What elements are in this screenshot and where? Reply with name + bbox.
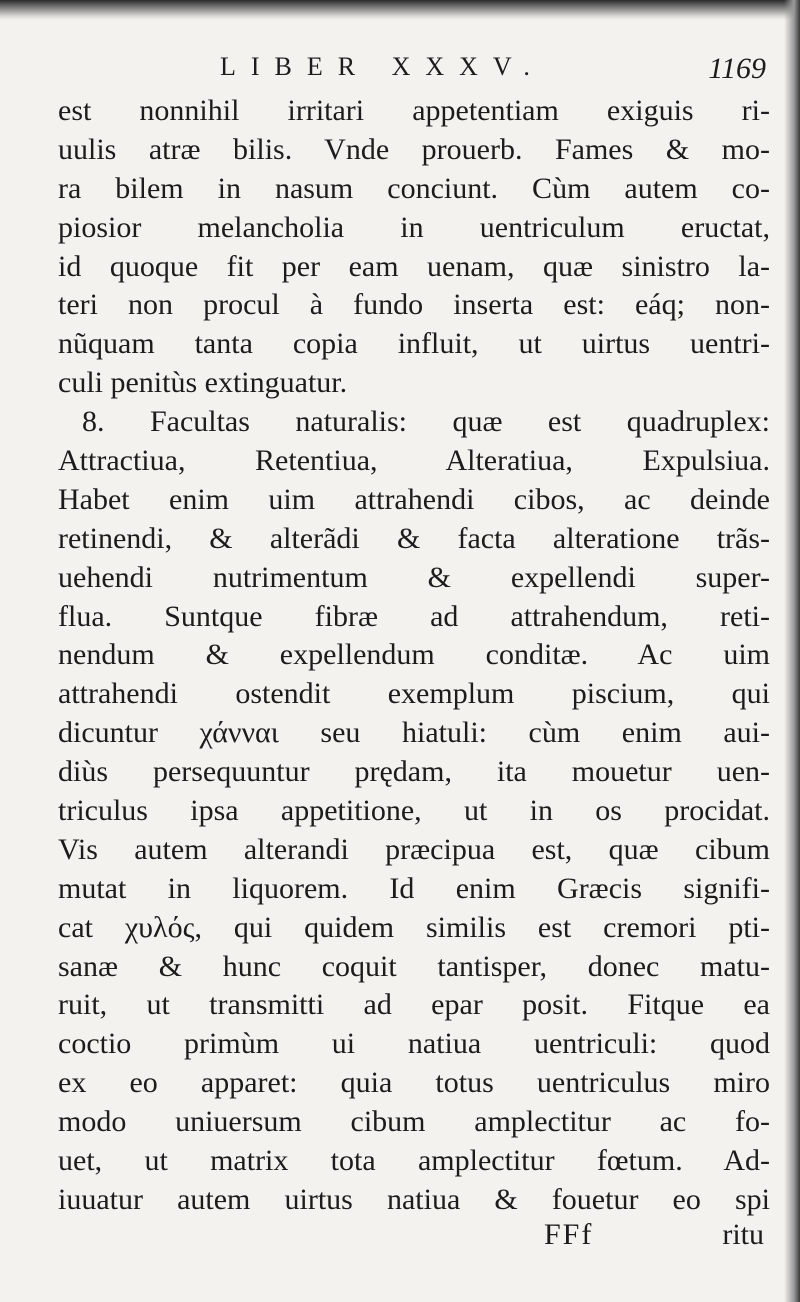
text-line: nendum & expellendum conditæ. Ac uim	[58, 638, 770, 672]
text-line: attrahendi ostendit exemplum piscium, qui	[58, 677, 770, 711]
text-line: ex eo apparet: quia totus uentriculus miro	[58, 1066, 770, 1100]
text-line: id quoque fit per eam uenam, quæ sinistro la-	[58, 249, 770, 283]
text-line: coctio primùm ui natiua uentriculi: quod	[58, 1027, 770, 1061]
text-line: Habet enim uim attrahendi cibos, ac deinde	[58, 482, 770, 516]
text-line: uehendi nutrimentum & expellendi super-	[58, 560, 770, 594]
text-line: teri non procul à fundo inserta est: eáq; non-	[58, 288, 770, 322]
text-line: diùs persequuntur prędam, ita mouetur uen-	[58, 755, 770, 789]
text-line: dicuntur χάνναι seu hiatuli: cùm enim aui-	[58, 716, 770, 750]
text-line: uet, ut matrix tota amplectitur fœtum. Ad-	[58, 1144, 770, 1178]
scan-edge-right	[784, 0, 800, 1302]
text-line: triculus ipsa appetitione, ut in os procidat.	[58, 794, 770, 828]
text-line: Attractiua, Retentiua, Alteratiua, Expulsiua.	[58, 444, 770, 478]
running-title: LIBER XXXV.	[220, 52, 545, 81]
text-line: Vis autem alterandi præcipua est, quæ cibum	[58, 832, 770, 866]
text-line: nũquam tanta copia influit, ut uirtus uentri-	[58, 327, 770, 361]
scan-edge-top	[0, 0, 800, 20]
text-line: cat χυλός, qui quidem similis est cremori pti-	[58, 910, 770, 944]
running-head	[58, 52, 770, 92]
text-line: est nonnihil irritari appetentiam exiguis ri-	[58, 94, 770, 127]
text-line: ruit, ut transmitti ad epar posit. Fitque ea	[58, 988, 770, 1022]
page-footer	[58, 1218, 770, 1258]
text-line: sanæ & hunc coquit tantisper, donec matu-	[58, 949, 770, 983]
text-line: ra bilem in nasum conciunt. Cùm autem co-	[58, 171, 770, 205]
text-line: piosior melancholia in uentriculum eructat,	[58, 210, 770, 244]
text-line: flua. Suntque fibræ ad attrahendum, reti-	[58, 599, 770, 633]
book-page	[58, 44, 770, 1284]
signature-mark: FFf	[544, 1218, 594, 1251]
catchword: ritu	[722, 1218, 764, 1251]
text-line: retinendi, & alterãdi & facta alteratione trãs-	[58, 521, 770, 555]
text-body	[58, 92, 770, 1220]
text-line: mutat in liquorem. Id enim Græcis signifi-	[58, 871, 770, 905]
page-number: 1169	[708, 52, 766, 85]
text-line: iuuatur autem uirtus natiua & fouetur eo spi	[58, 1182, 770, 1216]
text-line: 8. Facultas naturalis: quæ est quadruplex:	[82, 405, 770, 439]
text-line: uulis atræ bilis. Vnde prouerb. Fames & mo-	[58, 132, 770, 166]
text-line: culi penitùs extinguatur.	[58, 366, 348, 400]
text-line: modo uniuersum cibum amplectitur ac fo-	[58, 1105, 770, 1139]
